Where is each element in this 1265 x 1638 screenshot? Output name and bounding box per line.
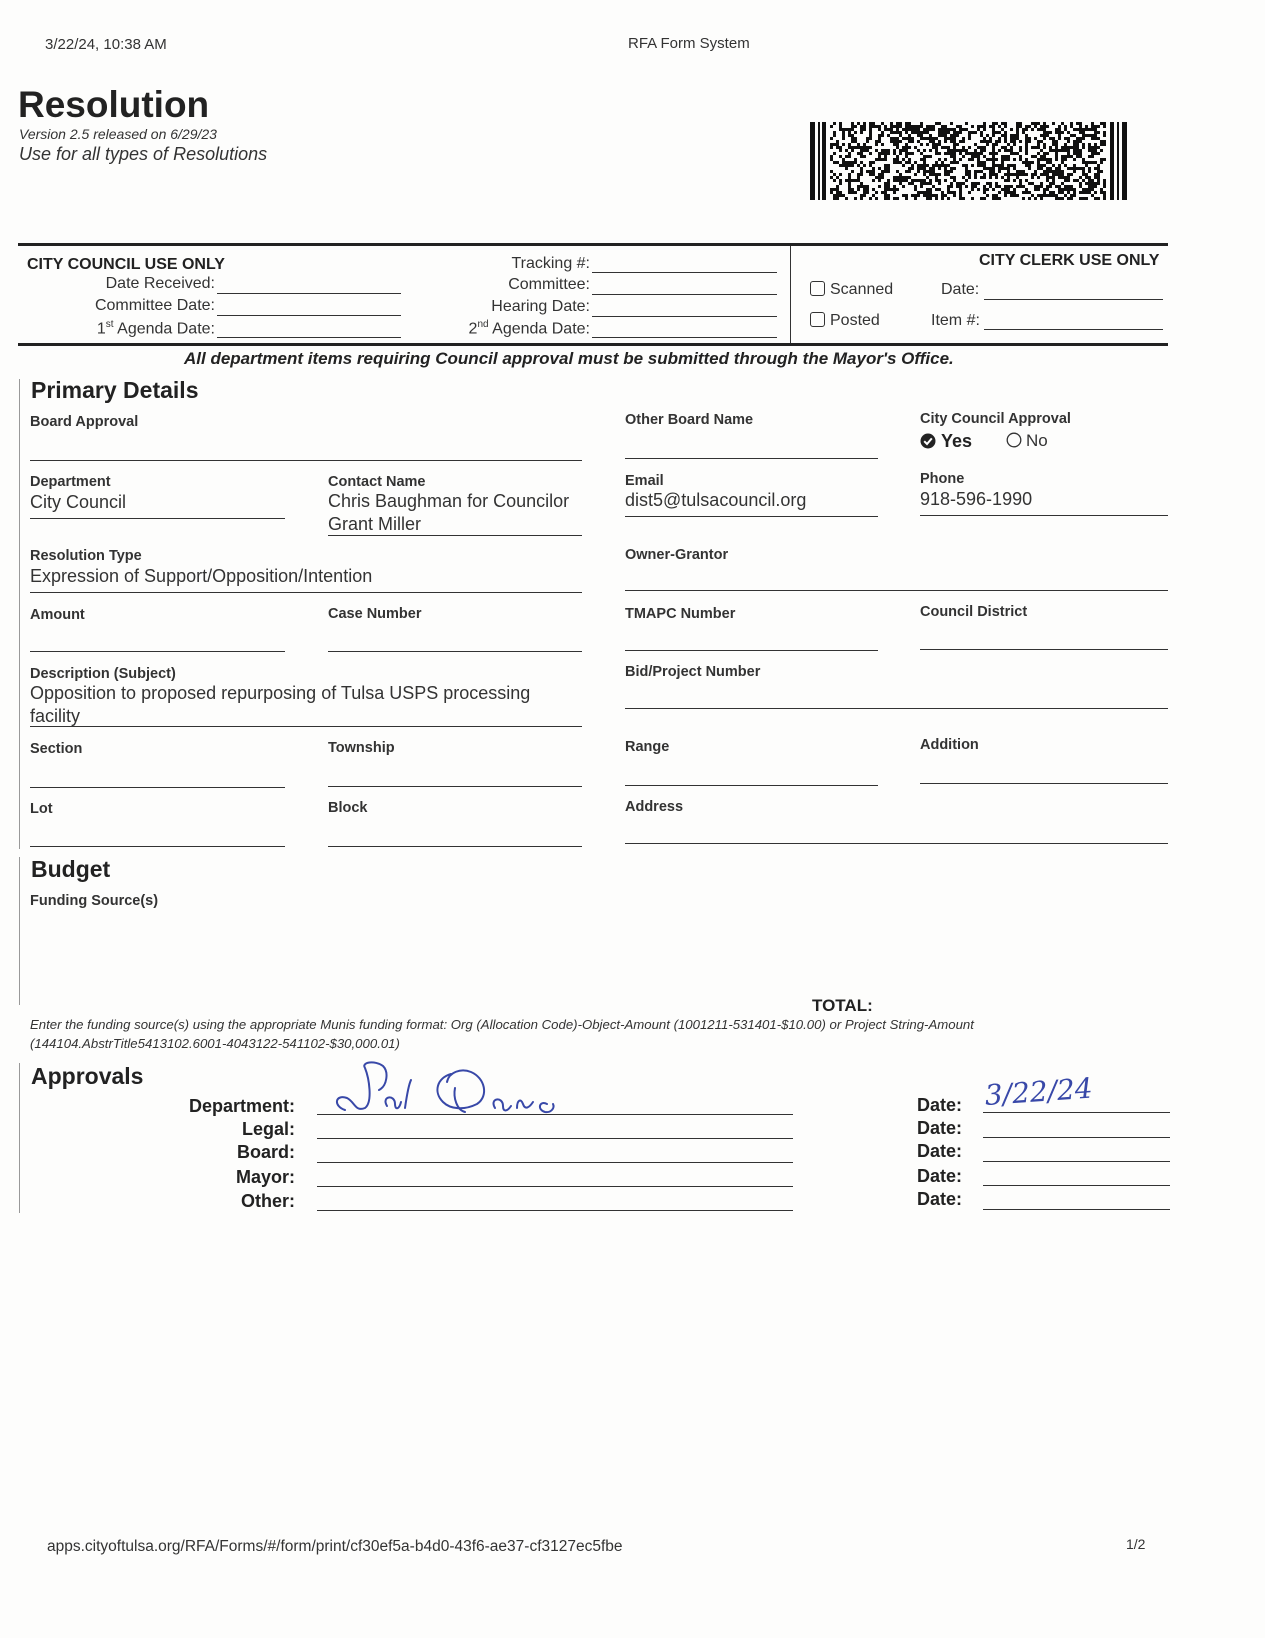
- department-label: Department: [30, 474, 111, 490]
- tracking-line: [592, 272, 777, 273]
- email-field[interactable]: [625, 516, 878, 517]
- range-field[interactable]: [625, 785, 878, 786]
- resolution-type-value: Expression of Support/Opposition/Intention: [30, 566, 373, 586]
- department-date-line[interactable]: [983, 1112, 1170, 1113]
- block-label: Block: [328, 800, 368, 816]
- phone-value: 918-596-1990: [920, 489, 1033, 509]
- second-agenda-date-label: 2nd Agenda Date:: [468, 319, 590, 338]
- council-district-field[interactable]: [920, 649, 1168, 650]
- form-version: Version 2.5 released on 6/29/23: [19, 126, 217, 142]
- funding-instructions-line2: (144104.AbstrTitle5413102.6001-4043122-541102-$30,000.01): [30, 1036, 400, 1051]
- clerk-date-line: [984, 299, 1163, 300]
- description-line1: Opposition to proposed repurposing of Tulsa USPS processing: [30, 683, 531, 703]
- clerk-item-label: Item #:: [931, 312, 980, 329]
- form-title: Resolution: [18, 84, 210, 125]
- page-number: 1/2: [1126, 1536, 1146, 1552]
- clerk-date-label: Date:: [941, 281, 980, 298]
- council-use-heading: CITY COUNCIL USE ONLY: [27, 256, 225, 273]
- funding-instructions-line1: Enter the funding source(s) using the appropriate Munis funding format: Org (Allocation Code)-Object-Amount (1001211-531401-$10.00) or Project String-Amount: [30, 1017, 974, 1032]
- board-approval-line[interactable]: [317, 1162, 793, 1163]
- approval-no-radio[interactable]: No: [1006, 431, 1048, 451]
- mayor-date-label: Date:: [916, 1166, 962, 1186]
- amount-label: Amount: [30, 607, 85, 623]
- address-field[interactable]: [625, 843, 1168, 844]
- amount-field[interactable]: [30, 651, 285, 652]
- mayor-approval-label: Mayor:: [235, 1167, 295, 1187]
- township-label: Township: [328, 740, 395, 756]
- clerk-item-line: [984, 329, 1163, 330]
- description-field[interactable]: [30, 726, 582, 727]
- owner-grantor-field[interactable]: [625, 590, 1168, 591]
- block-field[interactable]: [328, 846, 582, 847]
- checked-circle-icon: [920, 433, 936, 449]
- scanned-box[interactable]: [810, 281, 825, 296]
- tmapc-number-field[interactable]: [625, 650, 878, 651]
- approvals-section-margin: [19, 1063, 20, 1213]
- mayor-date-line[interactable]: [983, 1185, 1170, 1186]
- posted-checkbox[interactable]: Posted: [810, 312, 880, 330]
- use-only-divider: [790, 246, 791, 343]
- description-line2: facility: [30, 706, 81, 726]
- contact-name-line2: Grant Miller: [328, 514, 422, 534]
- tracking-label: Tracking #:: [511, 255, 590, 272]
- other-date-line[interactable]: [983, 1209, 1170, 1210]
- bid-project-number-label: Bid/Project Number: [625, 664, 761, 680]
- system-name: RFA Form System: [628, 35, 750, 52]
- resolution-type-field[interactable]: [30, 592, 582, 593]
- township-field[interactable]: [328, 786, 582, 787]
- mayor-approval-line[interactable]: [317, 1186, 793, 1187]
- legal-approval-label: Legal:: [241, 1119, 295, 1139]
- board-approval-sign-label: Board:: [237, 1142, 295, 1162]
- scanned-checkbox[interactable]: Scanned: [810, 281, 893, 299]
- department-approval-label: Department:: [188, 1096, 295, 1116]
- legal-date-line[interactable]: [983, 1137, 1170, 1138]
- hearing-date-line: [592, 316, 777, 317]
- committee-line: [592, 294, 777, 295]
- board-date-line[interactable]: [983, 1161, 1170, 1162]
- resolution-type-label: Resolution Type: [30, 548, 142, 564]
- footer-url[interactable]: apps.cityoftulsa.org/RFA/Forms/#/form/print/cf30ef5a-b4d0-43f6-ae37-cf3127ec5fbe: [47, 1538, 623, 1555]
- department-field[interactable]: [30, 518, 285, 519]
- budget-heading: Budget: [31, 856, 111, 882]
- approvals-heading: Approvals: [31, 1063, 144, 1089]
- contact-name-field[interactable]: [328, 535, 582, 536]
- committee-label: Committee:: [508, 276, 590, 293]
- email-label: Email: [625, 473, 664, 489]
- contact-name-line1: Chris Baughman for Councilor: [328, 491, 570, 511]
- case-number-field[interactable]: [328, 651, 582, 652]
- mayor-office-notice: All department items requiring Council approval must be submitted through the Mayor's Office.: [184, 349, 954, 368]
- barcode-image: [810, 122, 1130, 200]
- lot-field[interactable]: [30, 846, 285, 847]
- primary-section-margin: [19, 379, 20, 849]
- total-label: TOTAL:: [812, 996, 873, 1015]
- addition-label: Addition: [920, 737, 979, 753]
- posted-box[interactable]: [810, 312, 825, 327]
- board-approval-field[interactable]: [30, 460, 582, 461]
- department-signature: [325, 1058, 565, 1130]
- case-number-label: Case Number: [328, 606, 422, 622]
- form-usage: Use for all types of Resolutions: [19, 144, 268, 164]
- legal-approval-line[interactable]: [317, 1138, 793, 1139]
- section-field[interactable]: [30, 787, 285, 788]
- legal-date-label: Date:: [916, 1118, 962, 1138]
- empty-circle-icon: [1006, 432, 1022, 448]
- budget-section-margin: [19, 857, 20, 1005]
- bid-project-number-field[interactable]: [625, 708, 1168, 709]
- funding-sources-label: Funding Source(s): [30, 893, 159, 909]
- date-received-line: [217, 293, 401, 294]
- board-date-label: Date:: [916, 1141, 962, 1161]
- addition-field[interactable]: [920, 783, 1168, 784]
- use-only-top-rule: [18, 243, 1168, 246]
- council-district-label: Council District: [920, 604, 1028, 620]
- other-date-label: Date:: [916, 1189, 962, 1209]
- department-date-label: Date:: [916, 1095, 962, 1115]
- contact-name-label: Contact Name: [328, 474, 426, 490]
- other-board-name-label: Other Board Name: [625, 412, 754, 428]
- phone-field[interactable]: [920, 515, 1168, 516]
- other-board-name-field[interactable]: [625, 458, 878, 459]
- department-handwritten-date: 3/22/24: [983, 1071, 1094, 1112]
- use-only-bottom-rule: [18, 343, 1168, 346]
- board-approval-label: Board Approval: [30, 414, 139, 430]
- committee-date-label: Committee Date:: [94, 297, 215, 314]
- section-label: Section: [30, 741, 83, 757]
- range-label: Range: [625, 739, 670, 755]
- phone-label: Phone: [920, 471, 965, 487]
- first-agenda-date-line: [217, 337, 401, 338]
- primary-details-heading: Primary Details: [31, 377, 199, 403]
- email-value: dist5@tulsacouncil.org: [625, 490, 807, 510]
- first-agenda-date-label: 1st Agenda Date:: [96, 319, 215, 338]
- tmapc-number-label: TMAPC Number: [625, 606, 736, 622]
- committee-date-line: [217, 315, 401, 316]
- other-approval-line[interactable]: [317, 1210, 793, 1211]
- second-agenda-date-line: [592, 337, 777, 338]
- description-label: Description (Subject): [30, 666, 176, 682]
- address-label: Address: [625, 799, 684, 815]
- hearing-date-label: Hearing Date:: [491, 298, 590, 315]
- clerk-use-heading: CITY CLERK USE ONLY: [979, 252, 1160, 269]
- department-value: City Council: [30, 492, 127, 512]
- other-approval-label: Other:: [241, 1191, 295, 1211]
- print-timestamp: 3/22/24, 10:38 AM: [45, 36, 167, 53]
- lot-label: Lot: [30, 801, 53, 817]
- date-received-label: Date Received:: [105, 275, 215, 292]
- city-council-approval-label: City Council Approval: [920, 411, 1071, 427]
- owner-grantor-label: Owner-Grantor: [625, 547, 729, 563]
- approval-yes-radio[interactable]: Yes: [920, 431, 972, 452]
